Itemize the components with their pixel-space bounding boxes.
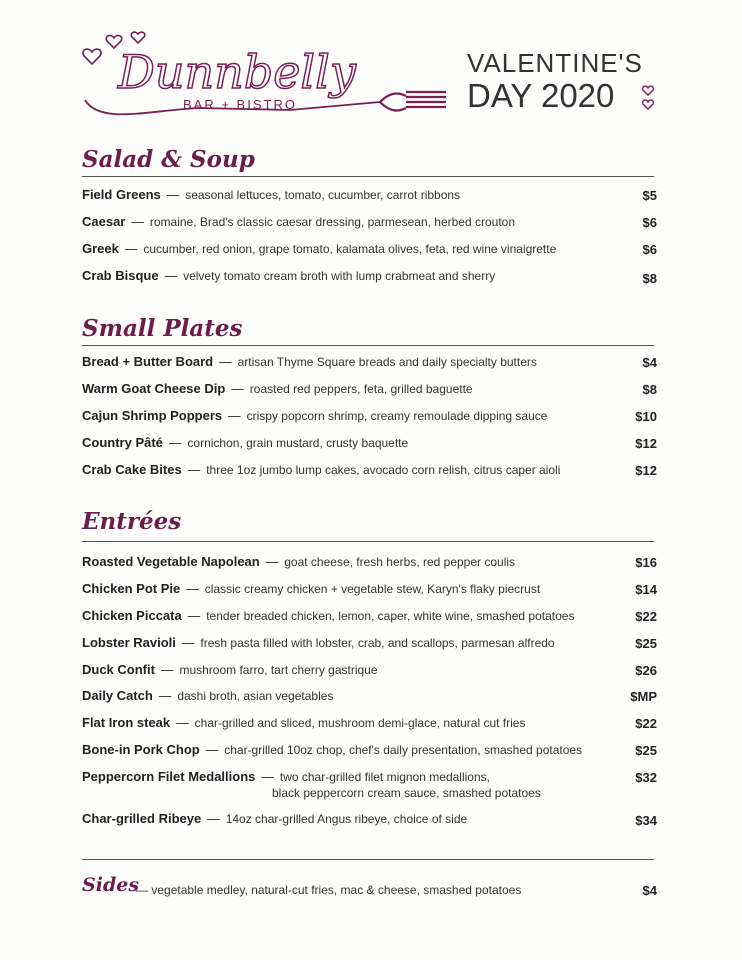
item-description: three 1oz jumbo lump cakes, avocado corn relish, citrus caper aioli [206, 463, 561, 477]
item-price: $10 [635, 409, 657, 424]
item-price: $12 [635, 463, 657, 478]
item-description: cucumber, red onion, grape tomato, kalamata olives, feta, red wine vinaigrette [143, 242, 557, 256]
item-name: Field Greens [82, 187, 161, 202]
logo-graphic [80, 30, 455, 130]
item-name: Roasted Vegetable Napolean [82, 554, 260, 569]
menu-item [82, 608, 658, 624]
item-price: $26 [635, 663, 657, 678]
sides-description [136, 883, 521, 897]
dash: — [160, 663, 174, 677]
section-divider [82, 541, 654, 542]
menu-item [82, 554, 658, 570]
dash: — [228, 409, 241, 423]
dash: — [265, 555, 279, 569]
menu-item [82, 241, 658, 257]
item-description: vegetable medley, natural-cut fries, mac & cheese, smashed potatoes [151, 883, 522, 897]
dash: — [187, 463, 201, 477]
menu-item [82, 662, 658, 678]
dash: — [136, 883, 148, 897]
item-name: Crab Bisque [82, 268, 159, 283]
dash: — [168, 436, 182, 450]
item-price: $8 [642, 271, 657, 286]
item-price: $25 [635, 636, 657, 651]
menu-item [82, 462, 658, 478]
item-price: $8 [642, 382, 657, 397]
logo-wordmark: Dunnbelly [118, 45, 356, 99]
dash: — [131, 215, 144, 229]
item-price: $22 [635, 716, 657, 731]
item-description: char-grilled 10oz chop, chef's daily presentation, smashed potatoes [224, 743, 583, 757]
menu-item [82, 688, 658, 704]
menu-item [82, 742, 658, 758]
item-description: mushroom farro, tart cherry gastrique [179, 663, 378, 677]
menu-item [82, 635, 658, 651]
item-description: artisan Thyme Square breads and daily specialty butters [237, 355, 537, 369]
section-divider [82, 859, 654, 860]
item-description: romaine, Brad's classic caesar dressing, parmesean, herbed crouton [149, 215, 516, 229]
item-description: char-grilled and sliced, mushroom demi-glace, natural cut fries [194, 716, 526, 730]
item-name: Duck Confit [82, 662, 155, 677]
dash: — [166, 188, 180, 202]
dash: — [186, 582, 199, 596]
section-divider [82, 176, 654, 177]
item-price: $34 [635, 813, 657, 828]
item-description: seasonal lettuces, tomato, cucumber, carrot ribbons [185, 188, 461, 202]
menu-item [82, 769, 658, 801]
item-price: $6 [642, 242, 657, 257]
item-price: $MP [630, 689, 657, 704]
logo-tagline: BAR + BISTRO [183, 97, 297, 112]
item-name: Lobster Ravioli [82, 635, 176, 650]
item-description: tender breaded chicken, lemon, caper, white wine, smashed potatoes [206, 609, 575, 623]
item-price: $32 [635, 770, 657, 785]
item-price: $12 [635, 436, 657, 451]
dash: — [207, 812, 220, 826]
section-title-salad-soup: Salad & Soup [82, 146, 255, 173]
item-name: Flat Iron steak [82, 715, 171, 730]
dash: — [187, 609, 201, 623]
item-name: Caesar [82, 214, 126, 229]
item-name: Country Pâté [82, 435, 163, 450]
item-name: Warm Goat Cheese Dip [82, 381, 226, 396]
dash: — [176, 716, 189, 730]
item-name: Crab Cake Bites [82, 462, 182, 477]
small-hearts-icon [640, 82, 656, 114]
menu-item [82, 581, 658, 597]
item-name: Greek [82, 241, 119, 256]
dash: — [158, 689, 172, 703]
item-description: velvety tomato cream broth with lump crabmeat and sherry [183, 269, 496, 283]
menu-item [82, 381, 658, 397]
brand-logo [80, 30, 455, 130]
menu-item [82, 354, 658, 370]
menu-item [82, 811, 658, 827]
dash: — [261, 770, 274, 784]
item-price: $4 [642, 355, 657, 370]
item-description: two char-grilled filet mignon medallions, [279, 770, 490, 784]
item-description: goat cheese, fresh herbs, red pepper coulis [284, 555, 516, 569]
item-price: $14 [635, 582, 657, 597]
dash: — [181, 636, 195, 650]
section-title-small-plates: Small Plates [82, 315, 243, 342]
item-description: classic creamy chicken + vegetable stew, Karyn's flaky piecrust [204, 582, 541, 596]
item-name: Cajun Shrimp Poppers [82, 408, 223, 423]
item-description: roasted red peppers, feta, grilled baguette [249, 382, 473, 396]
item-description: crispy popcorn shrimp, creamy remoulade dipping sauce [246, 409, 548, 423]
item-price: $25 [635, 743, 657, 758]
item-price: $5 [642, 188, 657, 203]
dash: — [231, 382, 244, 396]
item-description: fresh pasta filled with lobster, crab, and scallops, parmesan alfredo [200, 636, 555, 650]
item-name: Char-grilled Ribeye [82, 811, 202, 826]
menu-item [82, 715, 658, 731]
item-description: dashi broth, asian vegetables [177, 689, 334, 703]
item-description: 14oz char-grilled Angus ribeye, choice of side [225, 812, 468, 826]
section-title-entrees: Entrées [82, 508, 182, 535]
item-price: $6 [642, 215, 657, 230]
item-name: Chicken Piccata [82, 608, 182, 623]
menu-item [82, 214, 658, 230]
item-name: Daily Catch [82, 688, 153, 703]
event-title-line1: VALENTINE'S [467, 48, 643, 78]
section-divider [82, 345, 654, 346]
dash: — [205, 743, 219, 757]
item-price: $16 [635, 555, 657, 570]
item-price: $22 [635, 609, 657, 624]
section-title-sides: Sides [82, 874, 140, 896]
dash: — [124, 242, 138, 256]
dash: — [219, 355, 232, 369]
menu-item [82, 408, 658, 424]
item-name: Peppercorn Filet Medallions [82, 769, 256, 784]
event-title [467, 48, 657, 114]
item-name: Bone-in Pork Chop [82, 742, 200, 757]
item-description: cornichon, grain mustard, crusty baquette [187, 436, 409, 450]
item-price: $4 [642, 883, 657, 898]
dash: — [164, 269, 178, 283]
item-description-continued: black peppercorn cream sauce, smashed potatoes [272, 786, 541, 800]
item-name: Bread + Butter Board [82, 354, 214, 369]
item-name: Chicken Pot Pie [82, 581, 181, 596]
fork-icon [380, 92, 446, 110]
menu-item [82, 187, 658, 203]
menu-item [82, 268, 658, 284]
menu-item [82, 435, 658, 451]
event-title-line2: DAY 2020 [467, 77, 615, 114]
